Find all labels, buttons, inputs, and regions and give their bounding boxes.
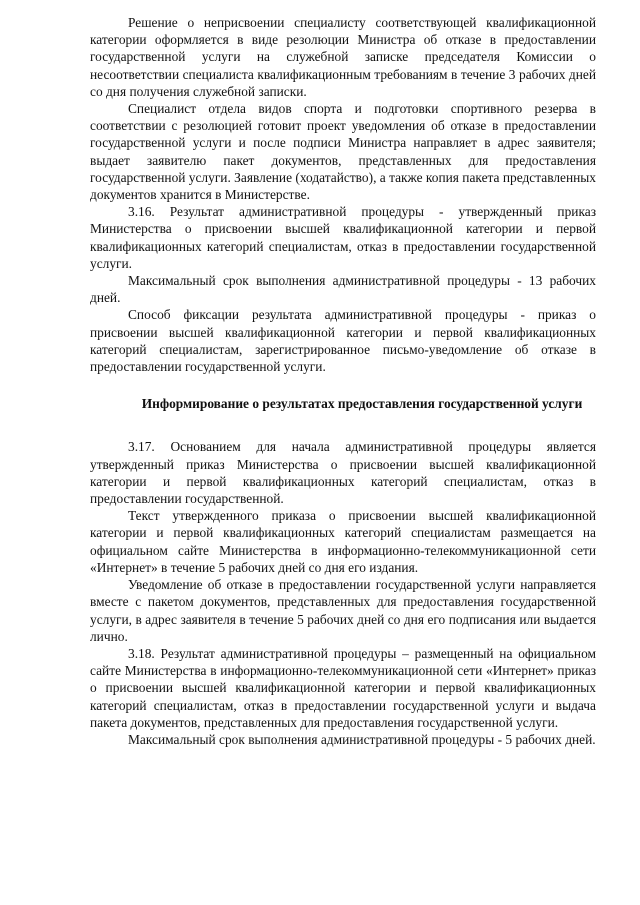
paragraph-max-term-13-days: Максимальный срок выполнения административной процедуры - 13 рабочих дней. [90,273,596,306]
paragraph-3-18-result: 3.18. Результат административной процедуры – размещенный на официальном сайте Министерства в информационно-телекоммуникационной сети «Интернет» приказ о присвоении высшей квалификационной категории и первой квалификационных категорий специалистам, отказ в предоставлении государственной услуги и выдача пакета документов, представленных для предоставления государственной услуги. [90,645,596,730]
paragraph-max-term-5-days: Максимальный срок выполнения административной процедуры - 5 рабочих дней. [128,731,596,747]
paragraph-refusal-notice: Уведомление об отказе в предоставлении государственной услуги направляется вместе с пакетом документов, представленных для предоставления государственной услуги, в адрес заявителя в течение 5 рабочих дней со дня его подписания или выдается лично. [90,577,596,644]
paragraph-order-publication: Текст утвержденного приказа о присвоении высшей квалификационной категории и первой квалификационных категорий специалистам размещается на официальном сайте Министерства в информационно-телекоммуникационной сети «Интернет» в течение 5 рабочих дней со дня его издания. [90,508,596,575]
paragraph-fixation-method: Способ фиксации результата административной процедуры - приказ о присвоении высшей квалификационной категории и первой квалификационных категорий специалистам, зарегистрированное письмо-уведомление об отказе в предоставлении государственной услуги. [90,307,596,375]
paragraph-specialist-notification: Специалист отдела видов спорта и подготовки спортивного резерва в соответствии с резолюцией готовит проект уведомления об отказе в предоставлении государственной услуги и после подписи Министра направляет в адрес заявителя; выдает заявителю пакет документов, представленных для предоставления государственной услуги. Заявление (ходатайство), а также копия пакета представленных документов хранится в Министерстве. [90,101,596,203]
paragraph-refusal-decision: Решение о неприсвоении специалисту соответствующей квалификационной категории оформляется в виде резолюции Министра об отказе в предоставлении государственной услуги на служебной записке председателя Комиссии о несоответствии специалиста квалификационным требованиям в течение 3 рабочих дней со дня получения служебной записки. [90,15,596,99]
paragraph-3-17-basis: 3.17. Основанием для начала административной процедуры является утвержденный приказ Министерства о присвоении высшей квалификационной категории и первой квалификационных категорий специалистам, отказ в предоставлении государственной. [90,439,596,507]
paragraph-3-16-result: 3.16. Результат административной процедуры - утвержденный приказ Министерства о присвоении высшей квалификационной категории и первой квалификационных категорий специалистам, отказ в предоставлении государственной услуги. [90,204,596,271]
document-page [90,14,596,748]
section-heading: Информирование о результатах предоставления государственной услуги [141,396,583,412]
